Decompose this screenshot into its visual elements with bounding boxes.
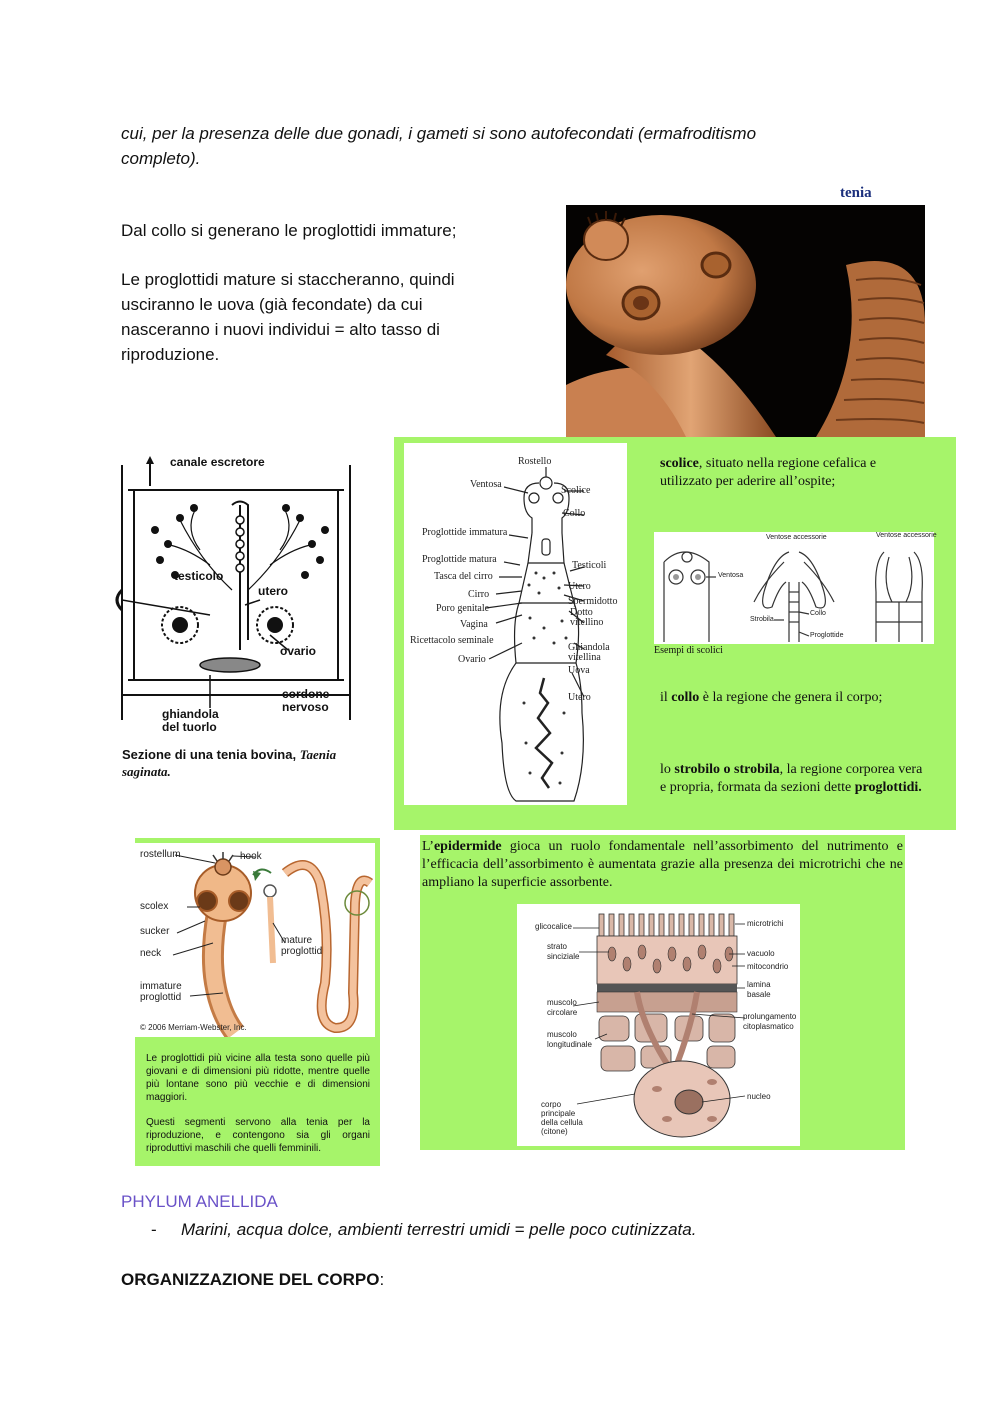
intro-line-2: completo).: [121, 149, 201, 168]
mw-text: [146, 1052, 370, 1155]
section-caption: Sezione di una tenia bovina, Taenia saginata.: [122, 747, 337, 779]
scolice-text: scolice, situato nella regione cefalica e utilizzato per aderire all’ospite;: [660, 456, 877, 489]
label-scolici-collo: Collo: [810, 610, 826, 617]
mature-line-3: nasceranno i nuovi individui = alto tasso di: [121, 320, 440, 339]
tenia-caption: tenia: [840, 185, 872, 201]
tenia-section-drawing: [110, 450, 372, 750]
label-utero-2: Utero: [568, 692, 591, 703]
label-scolici-strobila: Strobila: [750, 616, 774, 623]
mw-text-2: Questi segmenti servono alla tenia per la riproduzione, e contengono sia gli organi riproduttivi maschili che quelli femminili.: [146, 1117, 370, 1154]
label-scolici-accessorie-2: Ventose accessorie: [876, 532, 937, 539]
scolici-examples-figure: [654, 532, 937, 644]
mw-text-1: Le proglottidi più vicine alla testa sono quelle più giovani e di dimensioni più ridotte, mentre quelle più lontane sono più vecchie e di dimensioni maggiori.: [146, 1053, 370, 1103]
label-vacuolo: vacuolo: [747, 949, 775, 958]
mw-drawing: [135, 843, 375, 1037]
label-proglottide-matura: Proglottide matura: [422, 554, 497, 565]
label-canale-escretore: canale escretore: [170, 455, 265, 469]
label-muscolo-circolare: muscolo circolare: [547, 998, 578, 1017]
label-ovario: ovario: [280, 644, 317, 658]
label-cirro: Cirro: [468, 589, 490, 600]
label-vagina: Vagina: [460, 619, 488, 630]
label-utero-1: Utero: [568, 581, 591, 592]
label-rostello: Rostello: [518, 456, 552, 467]
phylum-bullet: -: [151, 1220, 157, 1239]
label-utero: utero: [258, 584, 288, 598]
mw-figure: [135, 843, 375, 1037]
mature-line-1: Le proglottidi mature si staccheranno, quindi: [121, 270, 455, 289]
label-cordone: cordone nervoso: [282, 687, 330, 714]
label-corpo-cellula: corpo principale della cellula (citone): [541, 1100, 583, 1136]
tenia-photo-art: [566, 205, 925, 437]
phylum-title: PHYLUM ANELLIDA: [121, 1192, 278, 1211]
tenia-photo: [566, 205, 925, 437]
phylum-item: Marini, acqua dolce, ambienti terrestri umidi = pelle poco cutinizzata.: [181, 1220, 697, 1239]
label-immature-proglottid: immature proglottid: [140, 981, 182, 1003]
organizzazione-heading: ORGANIZZAZIONE DEL CORPO:: [121, 1270, 385, 1289]
mature-line-2: usciranno le uova (già fecondate) da cui: [121, 295, 423, 314]
label-mitocondrio: mitocondrio: [747, 962, 789, 971]
label-dotto-vitellino: Dotto vitellino: [570, 607, 604, 628]
intro-paragraph: [121, 121, 881, 171]
label-ricettacolo: Ricettacolo seminale: [410, 635, 494, 646]
label-spermidotto: Spermidotto: [568, 596, 618, 607]
tenia-section-figure: [110, 450, 372, 795]
label-ghiandola: ghiandola del tuorlo: [162, 707, 219, 734]
label-ovario-anat: Ovario: [458, 654, 486, 665]
mature-paragraph: [121, 267, 541, 367]
epidermide-text: L’epidermide gioca un ruolo fondamentale nell’assorbimento del nutrimento e l’efficacia dell’assorbimento è aumentata grazie alla presenza dei microtrichi che ne ampliano la superficie assorbente.: [422, 839, 903, 890]
label-scolice: Scolice: [561, 485, 591, 496]
collo-paragraph: Dal collo si generano le proglottidi immature;: [121, 221, 457, 240]
label-scolex: scolex: [140, 901, 169, 912]
label-glicocalice: glicocalice: [535, 922, 572, 931]
anatomy-figure: [404, 443, 627, 805]
label-proglottide-immatura: Proglottide immatura: [422, 527, 508, 538]
scolici-caption: Esempi di scolici: [654, 645, 723, 656]
intro-line-1: cui, per la presenza delle due gonadi, i gameti si sono autofecondati (ermafroditismo: [121, 124, 757, 143]
label-testicoli: Testicoli: [572, 560, 607, 571]
label-copyright: © 2006 Merriam-Webster, Inc.: [140, 1023, 247, 1032]
label-testicolo: testicolo: [174, 569, 224, 583]
label-ventosa: Ventosa: [470, 479, 502, 490]
label-collo: Collo: [563, 508, 586, 519]
label-hook: hook: [240, 851, 262, 862]
label-microtrichi: microtrichi: [747, 919, 784, 928]
label-scolici-ventosa: Ventosa: [718, 572, 744, 579]
strobilo-definition: lo strobilo o strobila, la regione corporea vera e propria, formata da sezioni dette proglottidi.: [660, 762, 923, 795]
mature-line-4: riproduzione.: [121, 345, 220, 364]
label-muscolo-longitudinale: muscolo longitudinale: [547, 1030, 592, 1049]
label-poro-genitale: Poro genitale: [436, 603, 490, 614]
label-sucker: sucker: [140, 926, 170, 937]
label-scolici-proglottide: Proglottide: [810, 632, 844, 639]
label-ghiandola-vitellina: Ghiandola vitellina: [568, 642, 610, 663]
label-rostellum: rostellum: [140, 849, 181, 860]
epidermide-figure: [517, 904, 800, 1146]
label-strato-sinciziale: strato sinciziale: [547, 942, 580, 961]
label-neck: neck: [140, 948, 162, 959]
label-prolungamento: prolungamento citoplasmatico: [743, 1012, 797, 1031]
label-mature-proglottid: mature proglottid: [281, 935, 323, 957]
label-scolici-accessorie-1: Ventose accessorie: [766, 534, 827, 541]
label-uova: Uova: [568, 665, 590, 676]
label-lamina-basale: lamina basale: [747, 980, 771, 999]
scolici-drawing: [654, 532, 934, 644]
label-nucleo: nucleo: [747, 1092, 771, 1101]
collo-definition: il collo è la regione che genera il corpo;: [660, 690, 883, 705]
label-tasca-cirro: Tasca del cirro: [434, 571, 493, 582]
